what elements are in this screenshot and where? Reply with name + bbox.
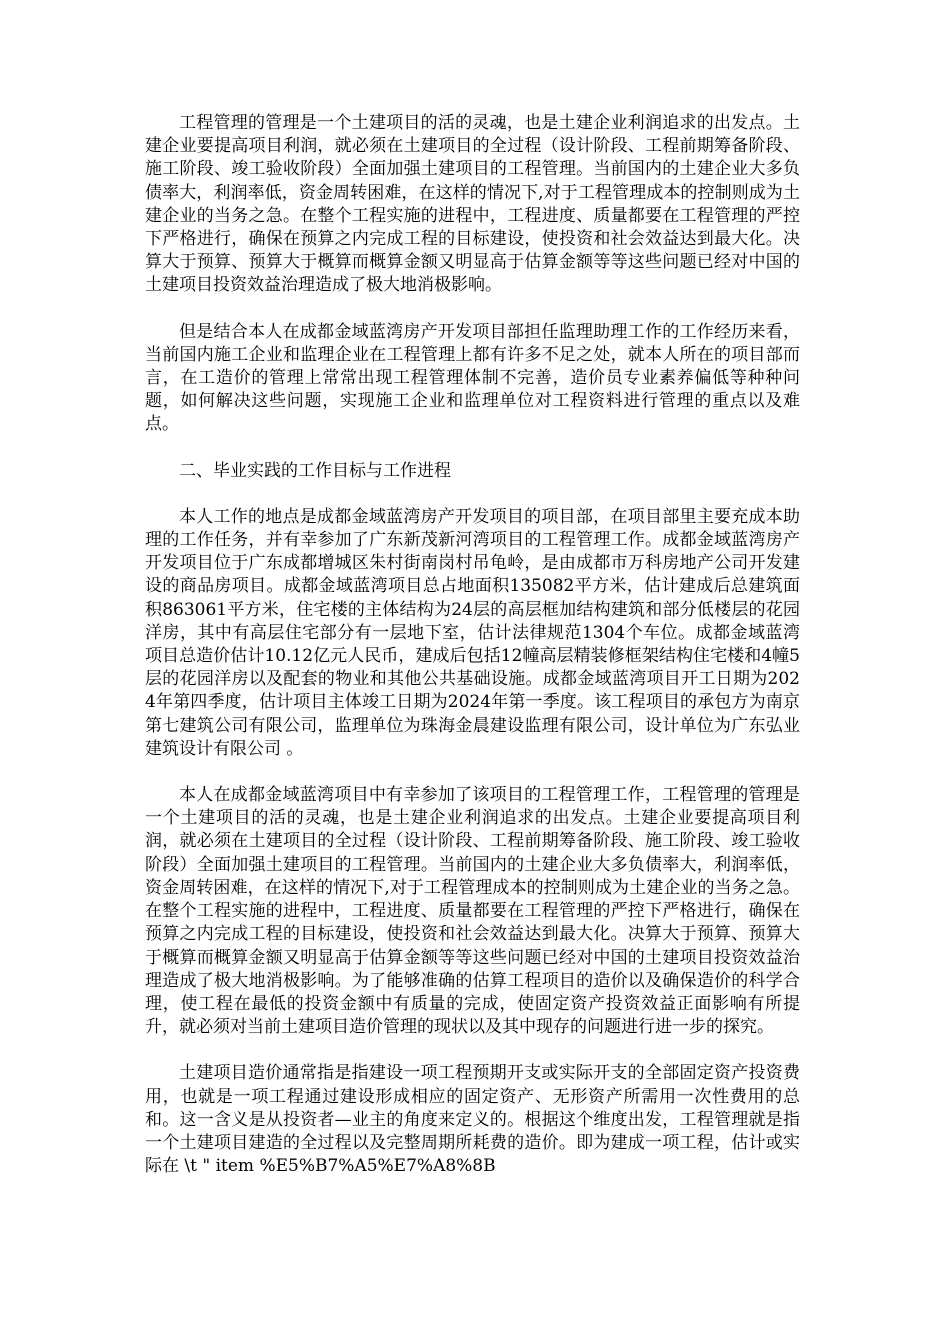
paragraph-personal-experience: 但是结合本人在成都金域蓝湾房产开发项目部担任监理助理工作的工作经历来看，当前国内施工企业和监理企业在工程管理上都有许多不足之处，就本人所在的项目部而言，在工造价的管理上常常出现工程管理体制不完善，造价员专业素养偏低等种种问题，如何解决这些问题，实现施工企业和监理单位对工程资料进行管理的重点以及难点。 <box>145 321 800 435</box>
paragraph-project-participation: 本人在成都金域蓝湾项目中有幸参加了该项目的工程管理工作，工程管理的管理是一个土建项目的活的灵魂，也是土建企业利润追求的出发点。土建企业要提高项目利润，就必须在土建项目的全过程（设计阶段、工程前期筹备阶段、施工阶段、竣工验收阶段）全面加强土建项目的工程管理。当前国内的土建企业大多负债率大，利润率低，资金周转困难，在这样的情况下,对于工程管理成本的控制则成为土建企业的当务之急。在整个工程实施的进程中，工程进度、质量都要在工程管理的严控下严格进行，确保在预算之内完成工程的目标建设，使投资和社会效益达到最大化。决算大于预算、预算大于概算而概算金额又明显高于估算金额等等这些问题已经对中国的土建项目投资效益治理造成了极大地消极影响。为了能够准确的估算工程项目的造价以及确保造价的科学合理，使工程在最低的投资金额中有质量的完成，使固定资产投资效益正面影响有所提升，就必须对当前土建项目造价管理的现状以及其中现存的问题进行进一步的探究。 <box>145 785 800 1038</box>
document-page <box>145 112 800 1178</box>
paragraph-cost-definition: 土建项目造价通常指是指建设一项工程预期开支或实际开支的全部固定资产投资费用，也就是一项工程通过建设形成相应的固定资产、无形资产所需用一次性费用的总和。这一含义是从投资者—业主的角度来定义的。根据这个维度出发，工程管理就是指一个土建项目建造的全过程以及完整周期所耗费的造价。即为建成一项工程，估计或实际在 \t " item %E5%B7%A5%E7%A8%8B <box>145 1063 800 1177</box>
paragraph-project-description: 本人工作的地点是成都金域蓝湾房产开发项目的项目部，在项目部里主要充成本助理的工作任务，并有幸参加了广东新茂新河湾项目的工程管理工作。成都金域蓝湾房产开发项目位于广东成都增城区朱村街南岗村吊龟岭，是由成都市万科房地产公司开发建设的商品房项目。成都金域蓝湾项目总占地面积135082平方米，估计建成后总建筑面积863061平方米，住宅楼的主体结构为24层的高层框加结构建筑和部分低楼层的花园洋房，其中有高层住宅部分有一层地下室，估计法律规范1304个车位。成都金域蓝湾项目总造价估计10.12亿元人民币，建成后包括12幢高层精装修框架结构住宅楼和4幢5层的花园洋房以及配套的物业和其他公共基础设施。成都金域蓝湾项目开工日期为2024年第四季度，估计项目主体竣工日期为2024年第一季度。该工程项目的承包方为南京第七建筑公司有限公司，监理单位为珠海金晨建设监理有限公司，设计单位为广东弘业建筑设计有限公司 。 <box>145 506 800 759</box>
section-heading-work-goals: 二、毕业实践的工作目标与工作进程 <box>179 460 451 481</box>
paragraph-engineering-management-intro: 工程管理的管理是一个土建项目的活的灵魂，也是土建企业利润追求的出发点。土建企业要提高项目利润，就必须在土建项目的全过程（设计阶段、工程前期筹备阶段、施工阶段、竣工验收阶段）全面加强土建项目的工程管理。当前国内的土建企业大多负债率大，利润率低，资金周转困难，在这样的情况下,对于工程管理成本的控制则成为土建企业的当务之急。在整个工程实施的进程中，工程进度、质量都要在工程管理的严控下严格进行，确保在预算之内完成工程的目标建设，使投资和社会效益达到最大化。决算大于预算、预算大于概算而概算金额又明显高于估算金额等等这些问题已经对中国的土建项目投资效益治理造成了极大地消极影响。 <box>145 113 800 296</box>
